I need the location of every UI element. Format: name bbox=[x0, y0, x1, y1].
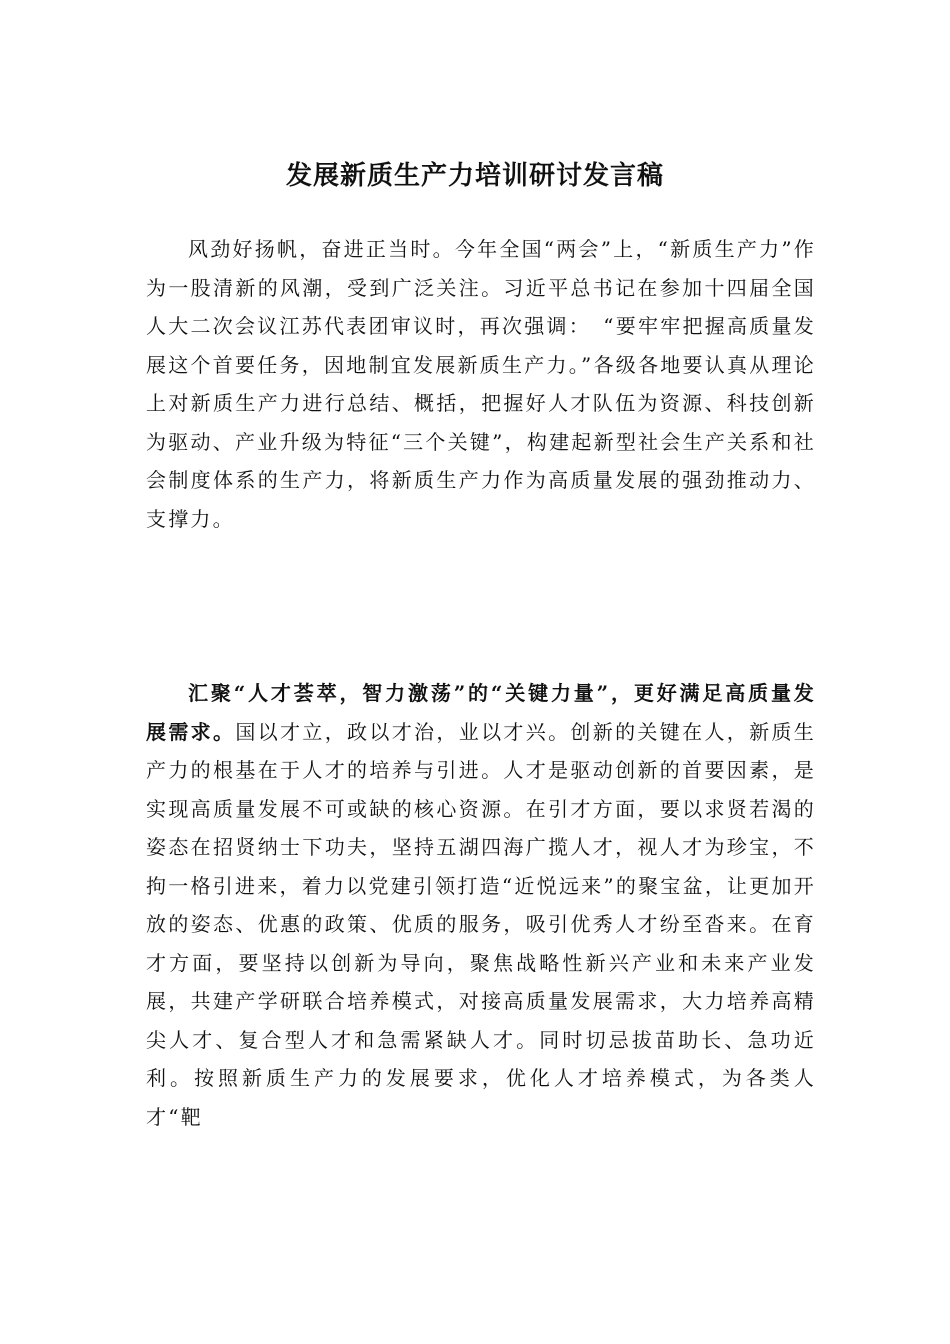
paragraph-talent bbox=[146, 674, 816, 1136]
paragraph-intro-text: 风劲好扬帆，奋进正当时。今年全国“两会”上，“新质生产力”作为一股清新的风潮，受到广泛关注。习近平总书记在参加十四届全国人大二次会议江苏代表团审议时，再次强调： “要牢牢把握高质量发展这个首要任务，因地制宜发展新质生产力。”各级各地要认真从理论上对新质生产力进行总结、概括，把握好人才队伍为资源、科技创新为驱动、产业升级为特征“三个关键”，构建起新型社会生产关系和社会制度体系的生产力，将新质生产力作为高质量发展的强劲推动力、支撑力。 bbox=[146, 237, 816, 531]
paragraph-talent-heading: 汇聚“人才荟萃，智力激荡”的“关键力量”，更好满足高质量发展需求。 bbox=[146, 681, 816, 744]
document-title: 发展新质生产力培训研讨发言稿 bbox=[285, 161, 664, 191]
paragraph-intro bbox=[146, 230, 816, 538]
paragraph-talent-text: 国以才立，政以才治，业以才兴。创新的关键在人，新质生产力的根基在于人才的培养与引进。人才是驱动创新的首要因素，是实现高质量发展不可或缺的核心资源。在引才方面，要以求贤若渴的姿态在招贤纳士下功夫，坚持五湖四海广揽人才，视人才为珍宝，不拘一格引进来，着力以党建引领打造“近悦远来”的聚宝盆，让更加开放的姿态、优惠的政策、优质的服务，吸引优秀人才纷至沓来。在育才方面，要坚持以创新为导向，聚焦战略性新兴产业和未来产业发展，共建产学研联合培养模式，对接高质量发展需求，大力培养高精尖人才、复合型人才和急需紧缺人才。同时切忌拔苗助长、急功近利。按照新质生产力的发展要求，优化人才培养模式，为各类人才“靶 bbox=[146, 719, 816, 1129]
